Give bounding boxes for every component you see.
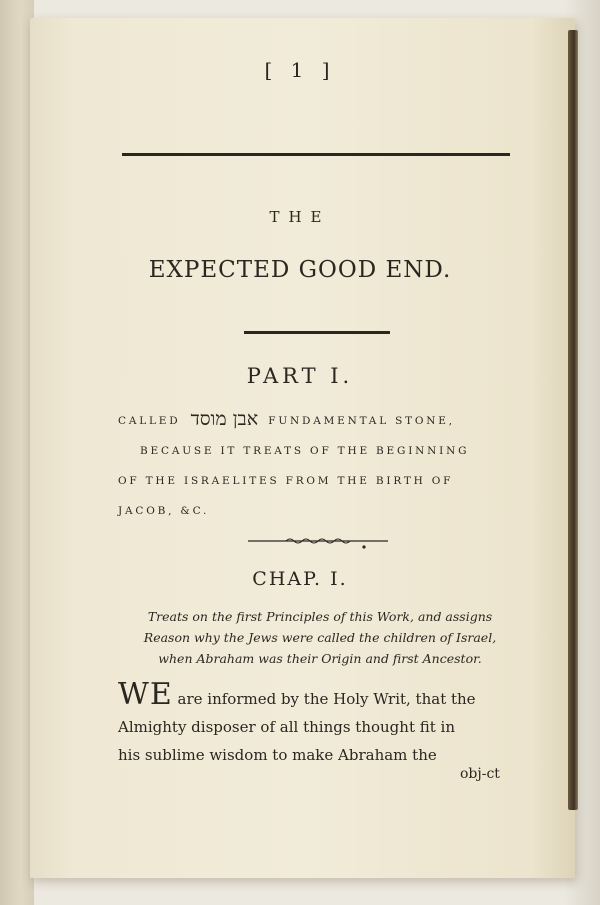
chapter-summary-line-2: Reason why the Jews were called the children of Israel, xyxy=(143,630,497,645)
part-description-line-1 xyxy=(118,404,518,436)
ornament-divider xyxy=(246,536,390,550)
part-desc-fundamental: FUNDAMENTAL STONE, xyxy=(268,415,455,427)
page-number: [ 1 ] xyxy=(264,58,336,82)
body-line-3: his sublime wisdom to make Abraham the xyxy=(118,746,437,764)
chapter-title: CHAP. I. xyxy=(252,568,348,590)
chapter-summary-line-1: Treats on the first Principles of this Work, and assigns xyxy=(147,609,493,624)
chapter-summary xyxy=(110,606,530,669)
part-desc-called: CALLED xyxy=(118,415,181,427)
catchword: obj-ct xyxy=(460,766,500,782)
body-text xyxy=(118,677,518,769)
body-line-2: Almighty disposer of all things thought fit in xyxy=(118,718,455,736)
book-title: EXPECTED GOOD END. xyxy=(148,257,452,283)
title-divider-rule xyxy=(244,331,390,334)
drop-cap: WE xyxy=(118,677,173,712)
part-title: PART I. xyxy=(246,364,354,388)
part-description-line-4: JACOB, &C. xyxy=(118,505,210,517)
body-line-1-text: are informed by the Holy Writ, that the xyxy=(177,690,476,708)
page-edge xyxy=(568,30,578,810)
top-rule xyxy=(122,153,510,156)
title-the: THE xyxy=(269,208,331,226)
body-line-1 xyxy=(118,677,518,713)
chapter-summary-line-3: when Abraham was their Origin and first Ancestor. xyxy=(158,651,482,666)
hebrew-phrase: אבן מוסד xyxy=(190,408,259,430)
book-spine-gutter xyxy=(0,0,34,905)
part-description-line-2: BECAUSE IT TREATS OF THE BEGINNING xyxy=(140,445,470,457)
part-description-line-3: OF THE ISRAELITES FROM THE BIRTH OF xyxy=(118,475,454,487)
part-description xyxy=(118,404,518,526)
